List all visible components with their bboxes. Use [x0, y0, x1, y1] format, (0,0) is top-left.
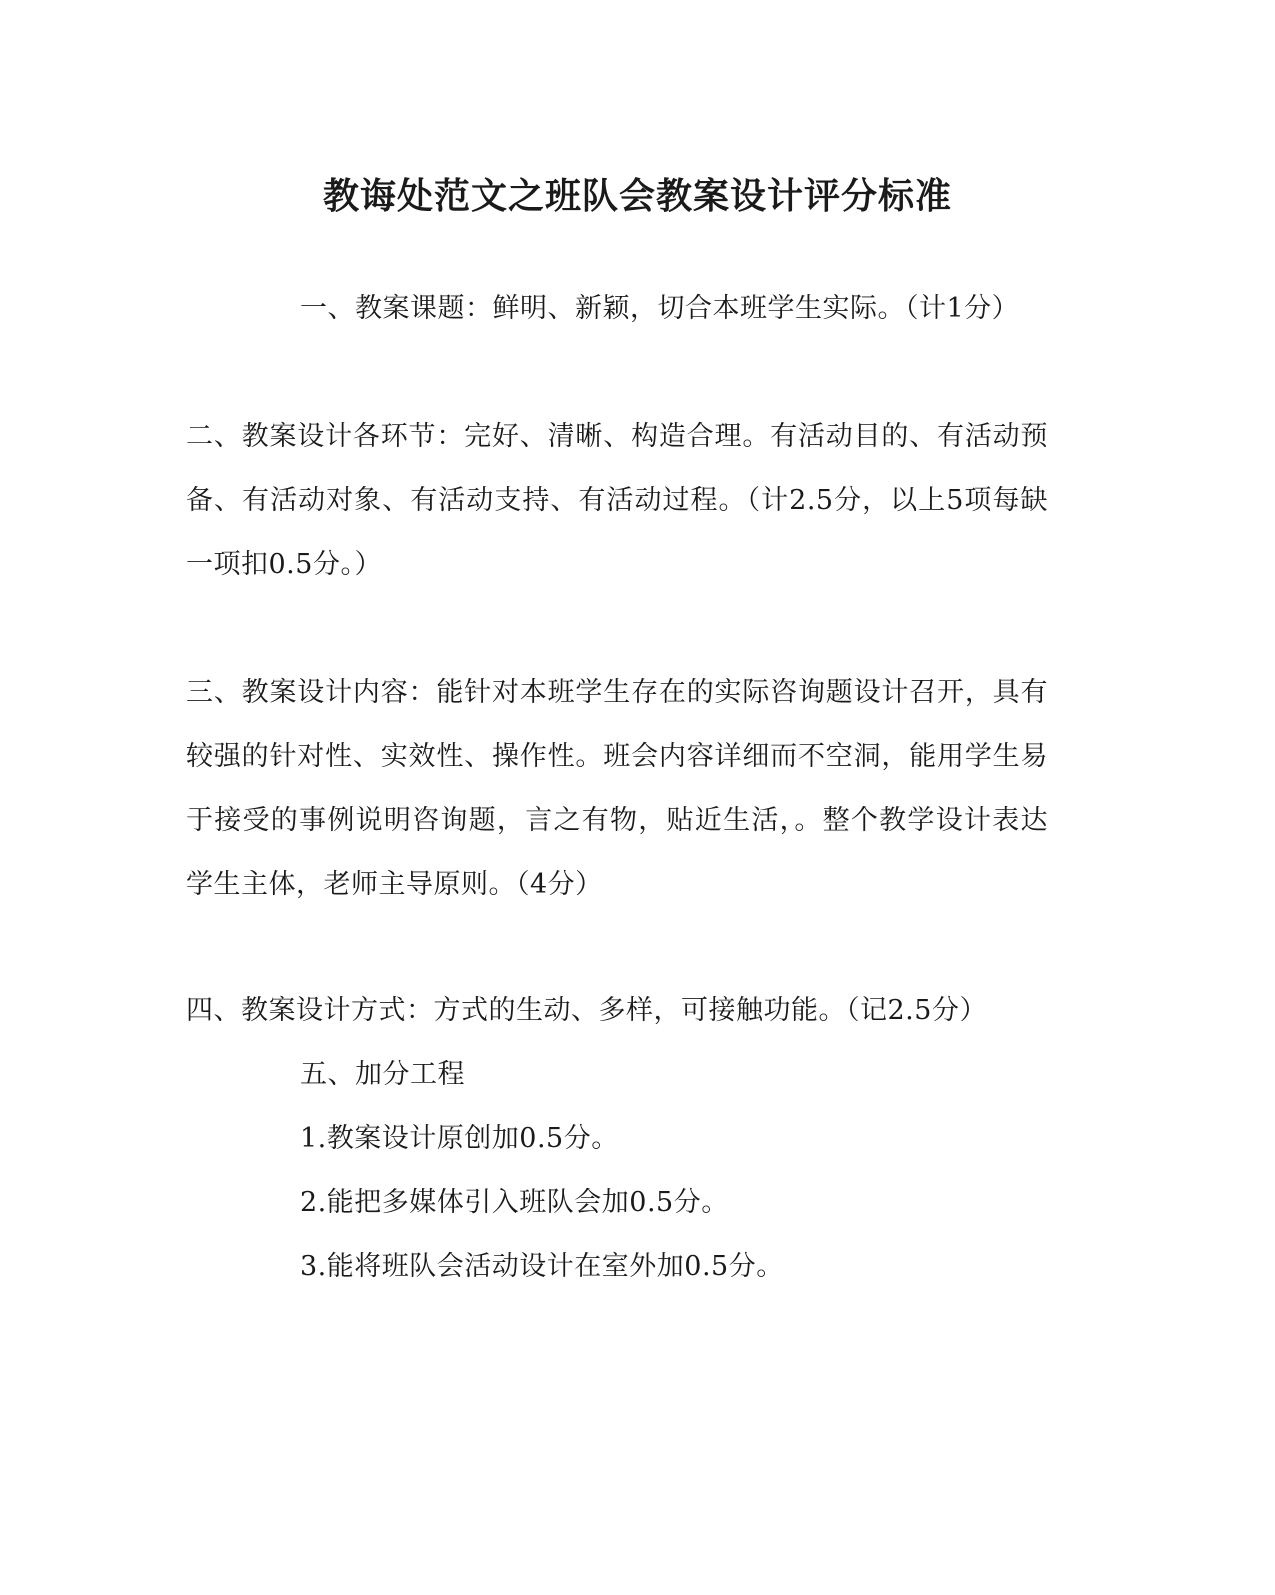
bonus-item-outdoor: 3.能将班队会活动设计在室外加0.5分。	[300, 1251, 784, 1282]
criterion-method: 四、教案设计方式：方式的生动、多样，可接触功能。（记2.5分）	[186, 995, 987, 1026]
criterion-topic: 一、教案课题：鲜明、新颖，切合本班学生实际。（计1分）	[300, 293, 1020, 324]
bonus-heading: 五、加分工程	[300, 1059, 465, 1090]
criterion-content: 三、教案设计内容：能针对本班学生存在的实际咨询题设计召开，具有较强的针对性、实效性、操作性。班会内容详细而不空洞，能用学生易于接受的事例说明咨询题，言之有物，贴近生活，。整个教学设计表达学生主体，老师主导原则。（4分）	[186, 677, 1048, 900]
document-title: 教诲处范文之班队会教案设计评分标准	[322, 175, 952, 217]
bonus-item-multimedia: 2.能把多媒体引入班队会加0.5分。	[300, 1187, 729, 1218]
bonus-item-original: 1.教案设计原创加0.5分。	[300, 1123, 619, 1154]
criterion-structure: 二、教案设计各环节：完好、清晰、构造合理。有活动目的、有活动预备、有活动对象、有活动支持、有活动过程。（计2.5分，以上5项每缺一项扣0.5分。）	[186, 421, 1048, 580]
